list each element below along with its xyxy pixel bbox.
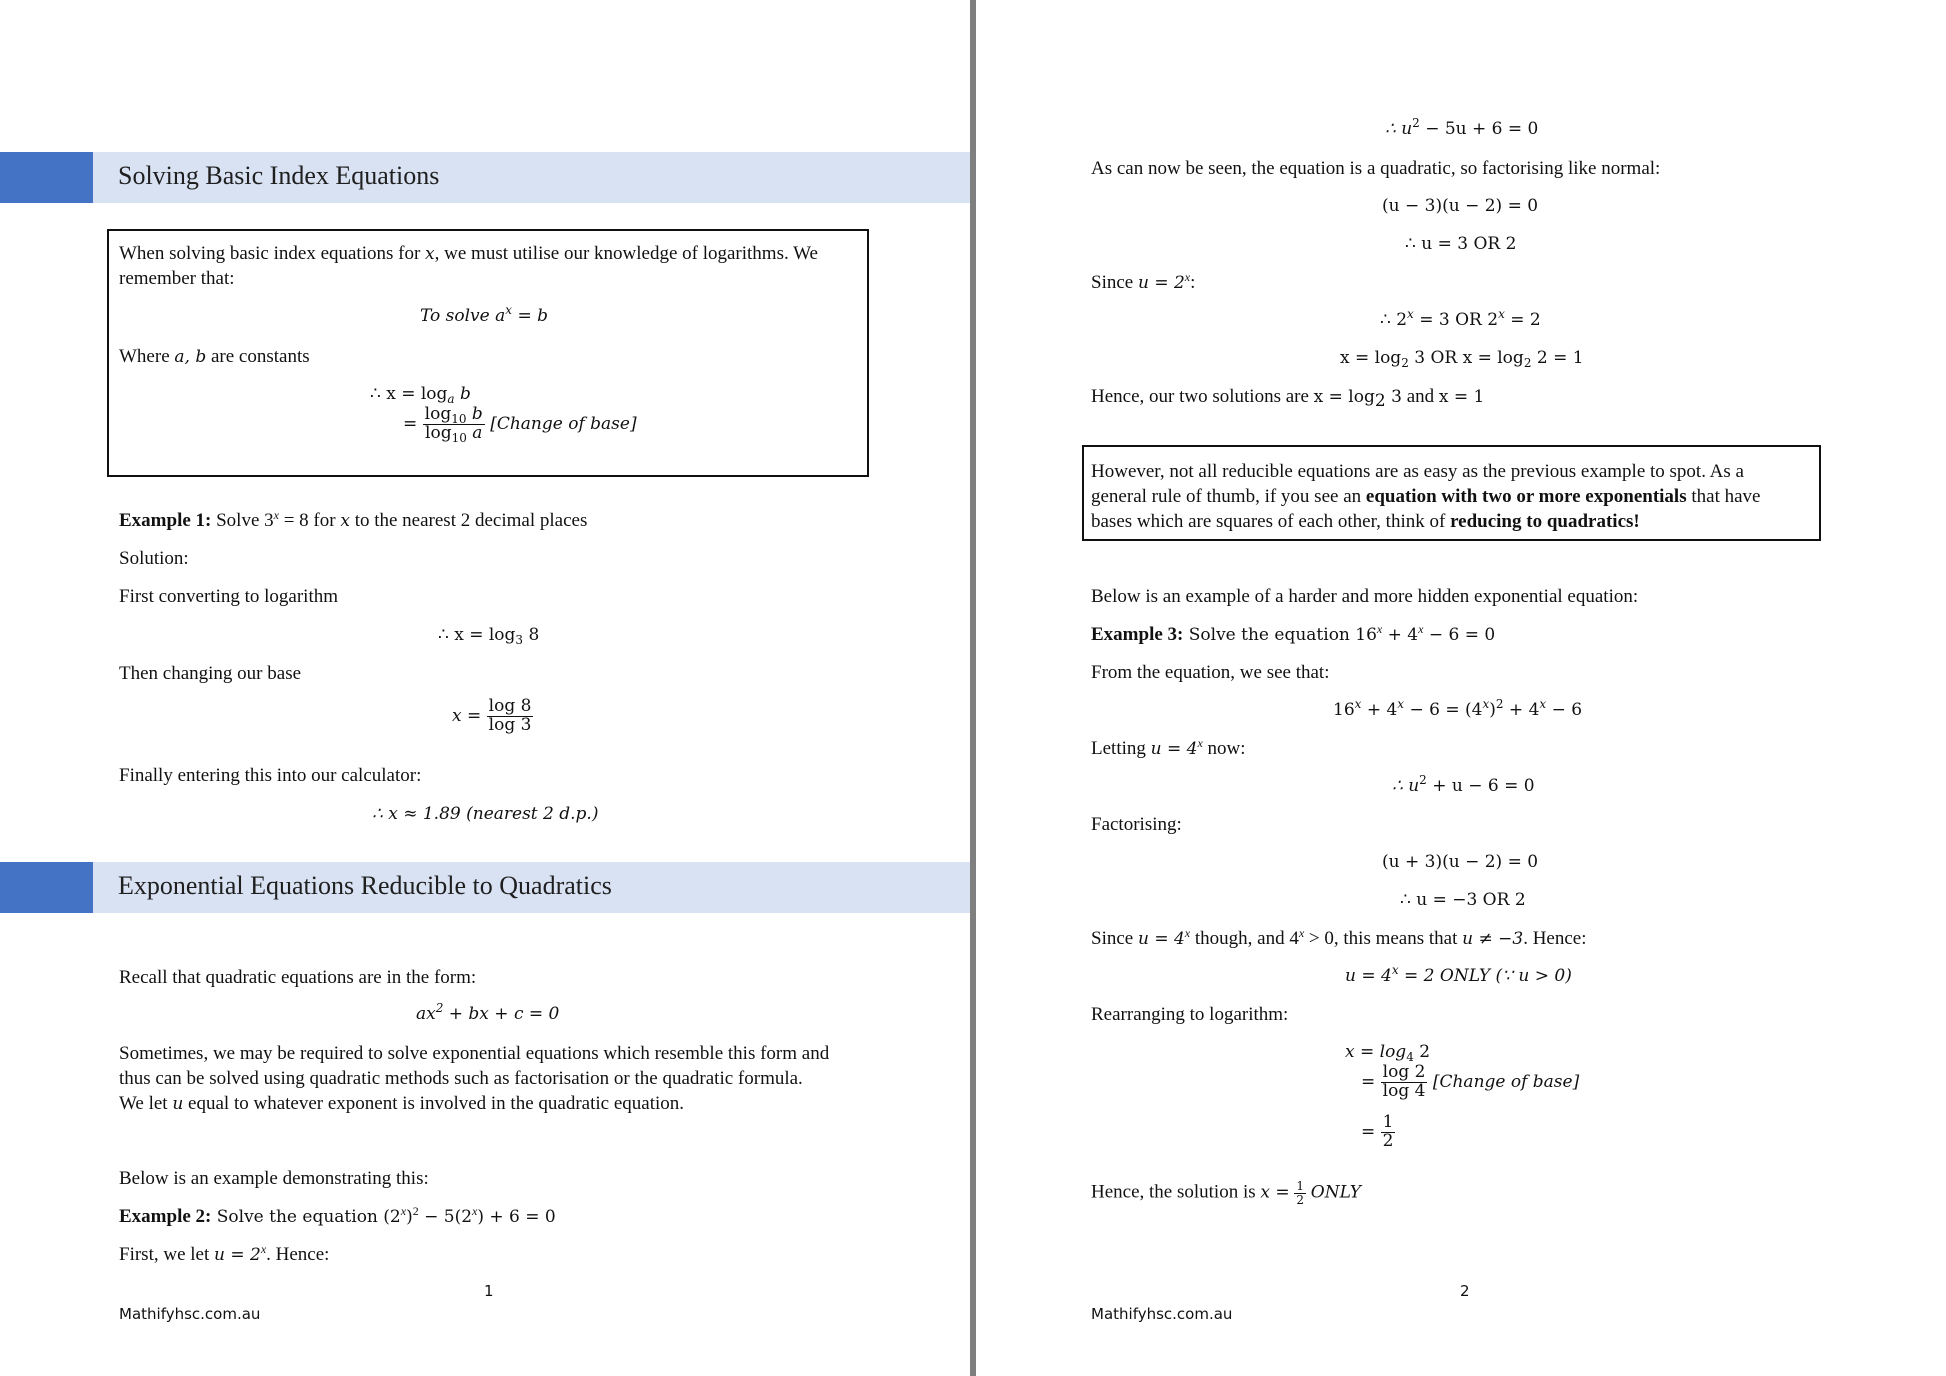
section-header-band [0,862,970,913]
box-text-line2: remember that: [119,268,235,289]
paragraph: Since $u = 2^x$: [1091,270,1196,293]
log-equation: ∴ $x = \log_3 8$ [438,625,540,647]
footer-site: Mathifyhsc.com.au [1091,1305,1233,1323]
equation: ∴ $2^x = 3$ OR $2^x = 2$ [1380,307,1541,330]
equation: ∴ u = 3 OR 2 [1405,234,1517,254]
paragraph-line: We let u equal to whatever exponent is involved in the quadratic equation. [119,1093,685,1114]
equation: $x = \log_2 3$ OR $x = \log_2 2 = 1$ [1340,348,1584,370]
paragraph: First, we let $u = 2^x$. Hence: [119,1242,330,1265]
paragraph: Below is an example demonstrating this: [119,1168,429,1189]
log-equation: ∴ $x = \log_a b$ [370,384,471,406]
solution-label: Solution: [119,548,189,569]
rule-equation: To solve $a^x = b$ [420,303,548,326]
section-header-accent [0,862,93,913]
page-divider [970,0,976,1376]
paragraph: As can now be seen, the equation is a quadratic, so factorising like normal: [1091,158,1661,179]
paragraph: Rearranging to logarithm: [1091,1004,1289,1025]
callout-line: bases which are squares of each other, think of reducing to quadratics! [1091,511,1640,532]
result-equation: ∴ x ≈ 1.89 (nearest 2 d.p.) [372,804,599,824]
equation: $u = 4^x = 2$ ONLY (∵ u > 0) [1345,963,1572,986]
paragraph-line: Sometimes, we may be required to solve exponential equations which resemble this form and [119,1043,830,1064]
section-title: Solving Basic Index Equations [118,161,440,190]
equation: $16^x + 4^x - 6 = (4^x)^2 + 4^x - 6$ [1333,697,1583,720]
change-of-base-equation: = $\frac{\log 2}{\log 4}$ [Change of base] [1361,1062,1580,1101]
equation: ∴ $u^2 - 5u + 6 = 0$ [1385,116,1539,139]
example-2-statement: Example 2: Solve the equation $(2^x)^2 - 5(2^x) + 6 = 0$ [119,1204,556,1227]
equation: (u + 3)(u − 2) = 0 [1382,852,1539,872]
solution-statement: Hence, the solution is x = $\frac{1}{2}$ ONLY [1091,1179,1362,1207]
section-header-band [0,152,970,203]
box-text-line1: When solving basic index equations for x, we must utilise our knowledge of logarithms. We [119,243,818,264]
page-number: 2 [1460,1282,1470,1300]
section-header-accent [0,152,93,203]
paragraph: Hence, our two solutions are $x = \log_2 3$ and x = 1 [1091,386,1485,411]
quadratic-form: $ax^2$ + bx + c = 0 [416,1001,560,1024]
callout-line: general rule of thumb, if you see an equation with two or more exponentials that have [1091,486,1761,507]
section-title: Exponential Equations Reducible to Quadratics [118,871,612,900]
paragraph: Recall that quadratic equations are in the form: [119,967,477,988]
step-text: Finally entering this into our calculator: [119,765,422,786]
example-3-statement: Example 3: Solve the equation $16^x + 4^x - 6 = 0$ [1091,622,1496,645]
where-constants: Where a, b are constants [119,346,310,367]
page-number: 1 [484,1282,494,1300]
equation: ∴ $u^2 + u - 6 = 0$ [1392,773,1535,796]
fraction-equation: x = $\frac{\log 8}{\log 3}$ [452,696,532,735]
example-1-statement: Example 1: Solve $3^x = 8$ for x to the nearest 2 decimal places [119,508,588,531]
change-of-base-equation: = $\frac{\log_{10} b}{\log_{10} a}$ [Change of base] [403,404,637,445]
paragraph: Letting $u = 4^x$ now: [1091,736,1246,759]
footer-site: Mathifyhsc.com.au [119,1305,261,1323]
equation: ∴ u = −3 OR 2 [1400,890,1526,910]
paragraph-line: thus can be solved using quadratic methods such as factorisation or the quadratic formula. [119,1068,803,1089]
paragraph: Since $u = 4^x$ though, and $4^x > 0$, this means that u ≠ −3. Hence: [1091,926,1587,949]
paragraph: Below is an example of a harder and more hidden exponential equation: [1091,586,1639,607]
log-equation: $x = \log_4 2$ [1345,1042,1431,1064]
paragraph: Factorising: [1091,814,1182,835]
step-text: Then changing our base [119,663,302,684]
callout-line: However, not all reducible equations are as easy as the previous example to spot. As a [1091,461,1744,482]
fraction-equation: = $\frac{1}{2}$ [1361,1112,1394,1151]
equation: (u − 3)(u − 2) = 0 [1382,196,1539,216]
paragraph: From the equation, we see that: [1091,662,1330,683]
step-text: First converting to logarithm [119,586,339,607]
